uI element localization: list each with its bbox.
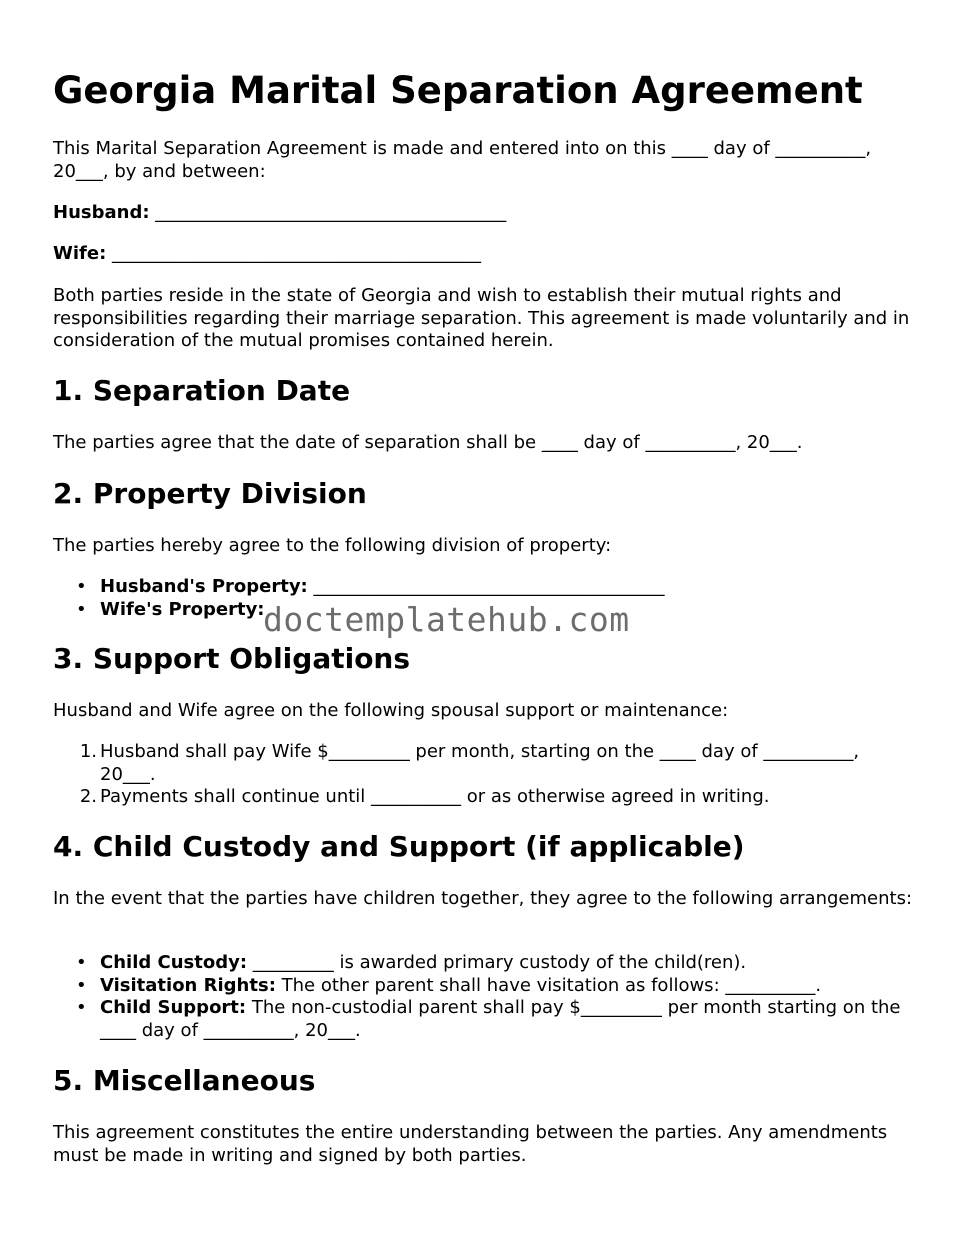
wife-blank: _________________________________________ xyxy=(112,243,481,264)
list-item xyxy=(53,741,913,786)
section-heading-property-division: 2. Property Division xyxy=(53,477,367,510)
section-heading-separation-date: 1. Separation Date xyxy=(53,374,351,407)
section-heading-support-obligations: 3. Support Obligations xyxy=(53,642,411,675)
wife-property-label: Wife's Property: xyxy=(100,598,265,620)
watermark: doctemplatehub.com xyxy=(263,600,630,639)
child-support-value: The non-custodial parent shall pay $_________ per month starting on the ____ day of __________, 20___. xyxy=(100,997,901,1041)
support-item-text: Husband shall pay Wife $_________ per month, starting on the ____ day of __________, 20___. xyxy=(100,741,860,785)
child-custody-label: Child Custody: xyxy=(100,952,248,973)
list-number: 1. xyxy=(79,741,97,762)
child-custody-value: _________ is awarded primary custody of the child(ren). xyxy=(252,952,747,973)
list-number: 2. xyxy=(79,786,97,807)
section-heading-miscellaneous: 5. Miscellaneous xyxy=(53,1064,316,1097)
bullet-glyph: • xyxy=(76,974,87,996)
wife-line xyxy=(53,243,913,266)
list-item xyxy=(53,997,913,1042)
husband-label: Husband: xyxy=(53,202,150,223)
bullet-glyph: • xyxy=(76,598,87,620)
property-division-text: The parties hereby agree to the following division of property: xyxy=(53,535,612,556)
visitation-rights-label: Visitation Rights: xyxy=(100,974,276,996)
husband-property-label: Husband's Property: xyxy=(100,576,308,597)
list-item xyxy=(53,576,913,599)
support-item-text: Payments shall continue until __________ or as otherwise agreed in writing. xyxy=(100,786,770,807)
list-item xyxy=(53,975,913,998)
intro-paragraph: This Marital Separation Agreement is made and entered into on this ____ day of __________, 20___, by and between: xyxy=(53,138,872,182)
document-title: Georgia Marital Separation Agreement xyxy=(53,69,863,112)
miscellaneous-text: This agreement constitutes the entire understanding between the parties. Any amendments must be made in writing and signed by both parties. xyxy=(53,1122,888,1166)
bullet-glyph: • xyxy=(76,952,87,973)
list-item xyxy=(53,952,913,975)
custody-list xyxy=(53,952,913,1042)
husband-blank: _______________________________________ xyxy=(155,202,507,223)
separation-date-text: The parties agree that the date of separation shall be ____ day of __________, 20___. xyxy=(53,432,803,453)
support-obligations-text: Husband and Wife agree on the following spousal support or maintenance: xyxy=(53,700,729,721)
wife-label: Wife: xyxy=(53,243,107,264)
support-list xyxy=(53,741,913,809)
child-support-label: Child Support: xyxy=(100,997,247,1018)
visitation-rights-value: The other parent shall have visitation as follows: __________. xyxy=(281,974,822,996)
list-item xyxy=(53,786,913,809)
section-heading-child-custody: 4. Child Custody and Support (if applicable) xyxy=(53,830,745,863)
bullet-glyph: • xyxy=(76,576,87,597)
child-custody-text: In the event that the parties have children together, they agree to the following arrangements: xyxy=(53,888,913,909)
recital-paragraph: Both parties reside in the state of Georgia and wish to establish their mutual rights and responsibilities regarding their marriage separation. This agreement is made voluntarily and in consideration of the mutual promises contained herein. xyxy=(53,285,910,351)
bullet-glyph: • xyxy=(76,997,87,1018)
husband-property-blank: _______________________________________ xyxy=(313,576,665,597)
husband-line xyxy=(53,202,913,225)
